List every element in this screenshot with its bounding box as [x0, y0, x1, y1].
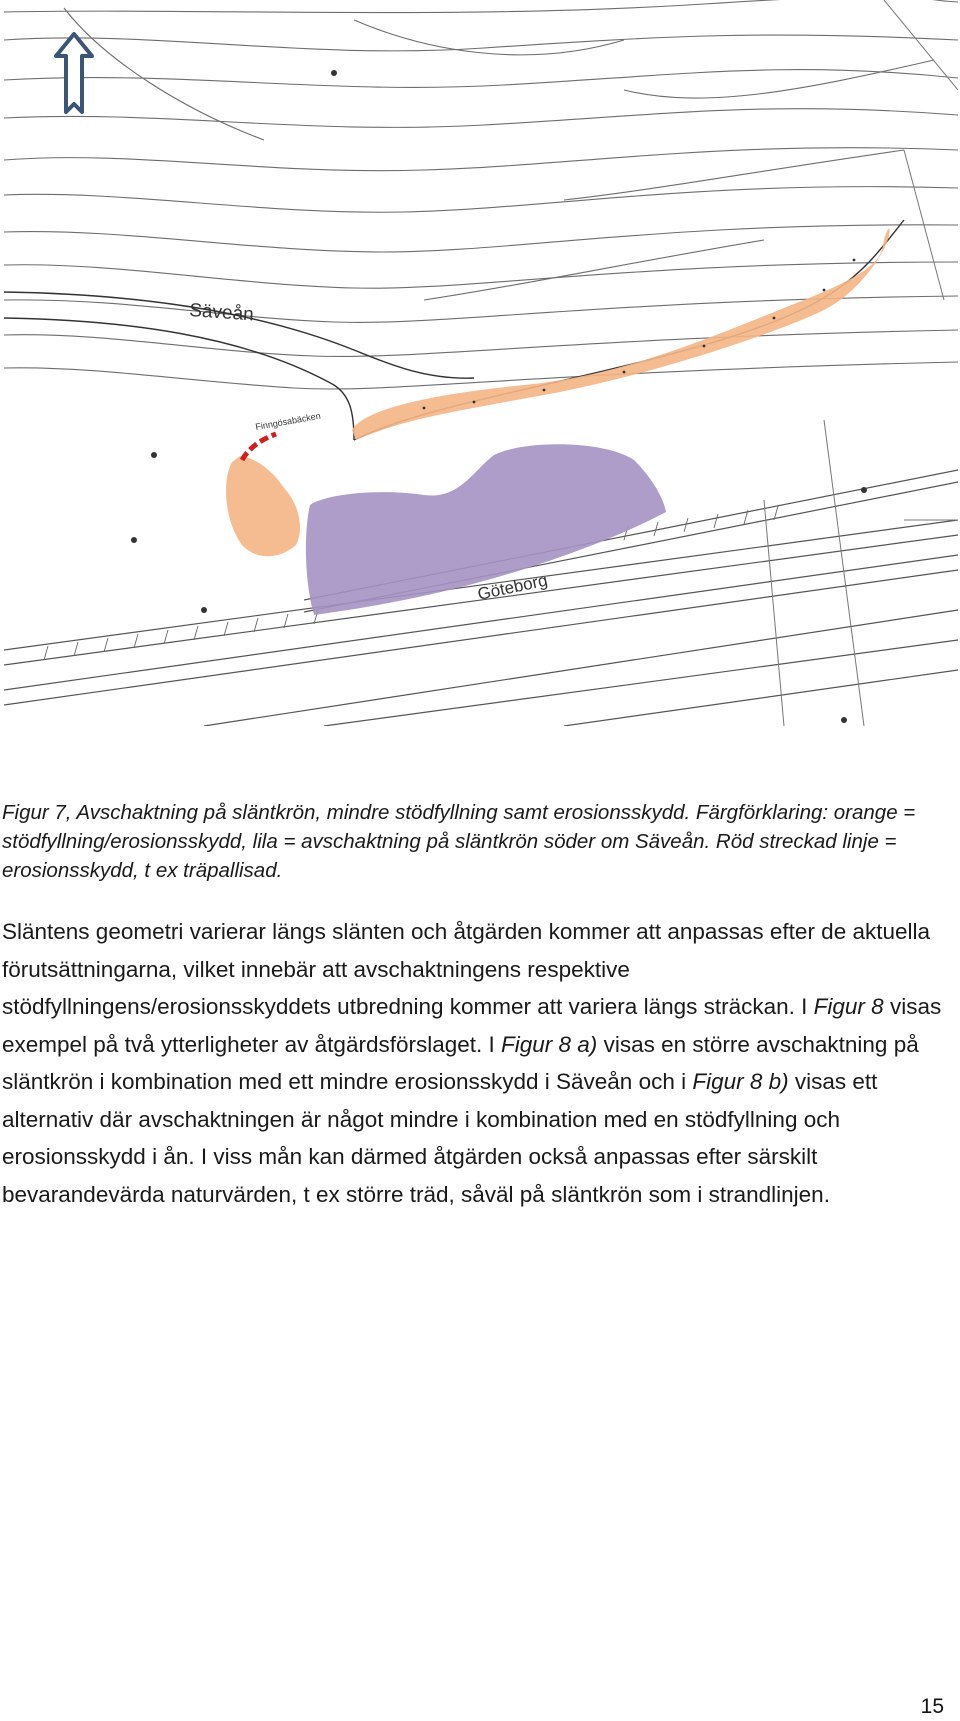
figure-caption: Figur 7, Avschaktning på släntkrön, mindre stödfyllning samt erosionsskydd. Färgförklaring: orange = stödfyllning/erosionsskydd, lila = avschaktning på släntkrön söder om Säveån. Röd streckad linje = erosionsskydd, t ex träpallisad.: [2, 801, 916, 882]
page-number: 15: [920, 1695, 944, 1718]
label-stream: Finngösabäcken: [254, 410, 322, 432]
body-text-1: Släntens geometri varierar längs slänten och åtgärden kommer att anpassas efter de aktuella förutsättningarna, vilket innebär att avschaktningens respektive stödfyllningens/erosionsskyddets utbredning kommer att variera längs sträckan. I: [2, 919, 931, 1019]
site-map: [4, 0, 958, 726]
body-text-3: visas en större avschaktning på släntkrön i kombination med ett mindre erosionsskydd i Säveån och i: [2, 1031, 919, 1094]
body-text-2: visas exempel på två ytterligheter av åtgärdsförslaget. I: [2, 994, 942, 1057]
label-city: Göteborg: [475, 570, 550, 604]
figure-ref-1: Figur 8: [813, 994, 884, 1019]
figure-ref-2: Figur 8 a): [501, 1031, 598, 1057]
body-text-4: visas ett alternativ där avschaktningen är något mindre i kombination med en stödfyllning och erosionsskydd i ån. I viss mån kan därmed åtgärden också anpassas efter särskilt bevarandevärda naturvärden, t ex större träd, såväl på släntkrön som i strandlinjen.: [2, 1069, 878, 1207]
body-paragraph: [2, 913, 952, 1213]
label-river: Säveån: [188, 300, 255, 326]
figure-ref-3: Figur 8 b): [692, 1069, 789, 1094]
